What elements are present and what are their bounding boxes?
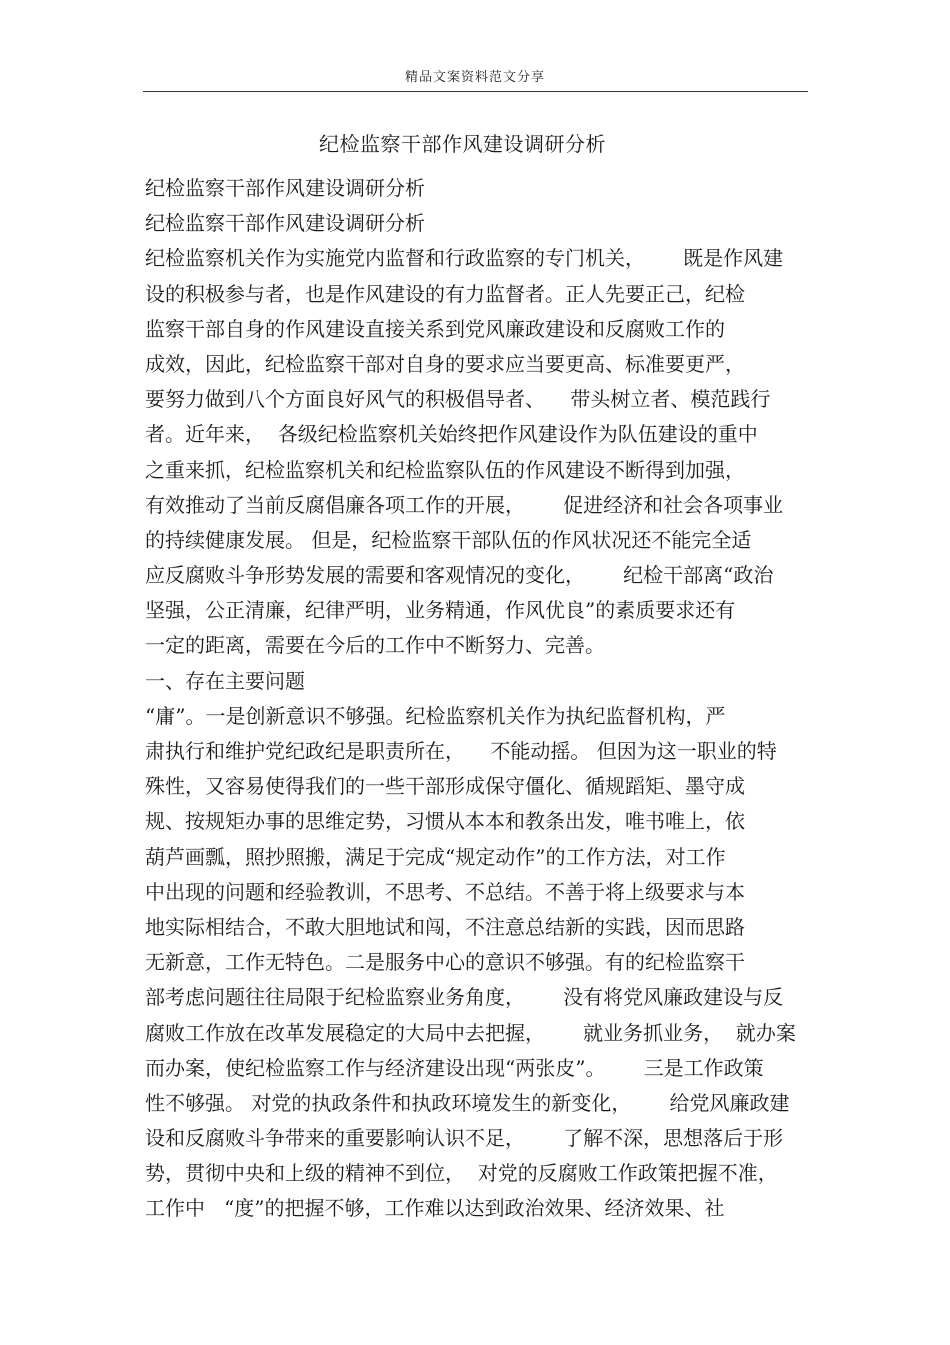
body-line: 有效推动了当前反腐倡廉各项工作的开展， 促进经济和社会各项事业 bbox=[145, 492, 784, 517]
body-line: 之重来抓，纪检监察机关和纪检监察队伍的作风建设不断得到加强， bbox=[145, 457, 745, 482]
running-header: 精品文案资料范文分享 bbox=[404, 70, 545, 85]
body-line: 设和反腐败斗争带来的重要影响认识不足， 了解不深，思想落后于形 bbox=[145, 1126, 784, 1151]
body-line: 工作中 “度”的把握不够，工作难以达到政治效果、经济效果、社 bbox=[145, 1196, 725, 1221]
body-line: 势，贯彻中央和上级的精神不到位， 对党的反腐败工作政策把握不准， bbox=[145, 1161, 778, 1186]
body-line: 殊性，又容易使得我们的一些干部形成保守僵化、循规蹈矩、墨守成 bbox=[145, 774, 745, 799]
body-line: 一、存在主要问题 bbox=[145, 668, 305, 693]
body-line: 的持续健康发展。 但是，纪检监察干部队伍的作风状况还不能完全适 bbox=[145, 527, 752, 552]
body-line: 葫芦画瓢，照抄照搬，满足于完成“规定动作”的工作方法，对工作 bbox=[145, 844, 726, 869]
document-title: 纪检监察干部作风建设调研分析 bbox=[319, 132, 606, 156]
document-body bbox=[145, 171, 810, 1227]
body-line: 地实际相结合，不敢大胆地试和闯，不注意总结新的实践，因而思路 bbox=[145, 914, 745, 939]
body-line: 监察干部自身的作风建设直接关系到党风廉政建设和反腐败工作的 bbox=[145, 316, 725, 341]
body-line: 性不够强。 对党的执政条件和执政环境发生的新变化， 给党风廉政建 bbox=[145, 1090, 790, 1115]
body-line: 纪检监察干部作风建设调研分析 bbox=[145, 211, 425, 236]
body-line: 腐败工作放在改革发展稳定的大局中去把握， 就业务抓业务， 就办案 bbox=[145, 1020, 796, 1045]
body-line: 肃执行和维护党纪政纪是职责所在， 不能动摇。 但因为这一职业的特 bbox=[145, 739, 777, 763]
body-line: 一定的距离，需要在今后的工作中不断努力、完善。 bbox=[145, 633, 605, 658]
body-line: 中出现的问题和经验教训，不思考、不总结。不善于将上级要求与本 bbox=[145, 879, 745, 904]
body-line: 无新意，工作无特色。二是服务中心的意识不够强。有的纪检监察干 bbox=[145, 950, 745, 975]
body-line: 应反腐败斗争形势发展的需要和客观情况的变化， 纪检干部离“政治 bbox=[145, 563, 774, 588]
body-line: 纪检监察干部作风建设调研分析 bbox=[145, 176, 425, 200]
header-divider bbox=[143, 91, 808, 92]
body-line: “庸”。一是创新意识不够强。纪检监察机关作为执纪监督机构，严 bbox=[145, 703, 726, 728]
body-line: 部考虑问题往往局限于纪检监察业务角度， 没有将党风廉政建设与反 bbox=[145, 985, 784, 1010]
body-line: 规、按规矩办事的思维定势，习惯从本本和教条出发，唯书唯上，依 bbox=[145, 809, 745, 834]
body-line: 纪检监察机关作为实施党内监督和行政监察的专门机关， 既是作风建 bbox=[145, 246, 784, 271]
body-line: 坚强，公正清廉，纪律严明，业务精通，作风优良”的素质要求还有 bbox=[145, 598, 736, 623]
body-line: 要努力做到八个方面良好风气的积极倡导者、 带头树立者、模范践行 bbox=[145, 387, 771, 412]
body-line: 成效，因此，纪检监察干部对自身的要求应当要更高、标准要更严， bbox=[145, 351, 745, 376]
body-line: 者。近年来， 各级纪检监察机关始终把作风建设作为队伍建设的重中 bbox=[145, 422, 758, 447]
body-line: 而办案，使纪检监察工作与经济建设出现“两张皮”。 三是工作政策 bbox=[145, 1055, 764, 1080]
body-line: 设的积极参与者，也是作风建设的有力监督者。正人先要正己，纪检 bbox=[145, 281, 745, 306]
